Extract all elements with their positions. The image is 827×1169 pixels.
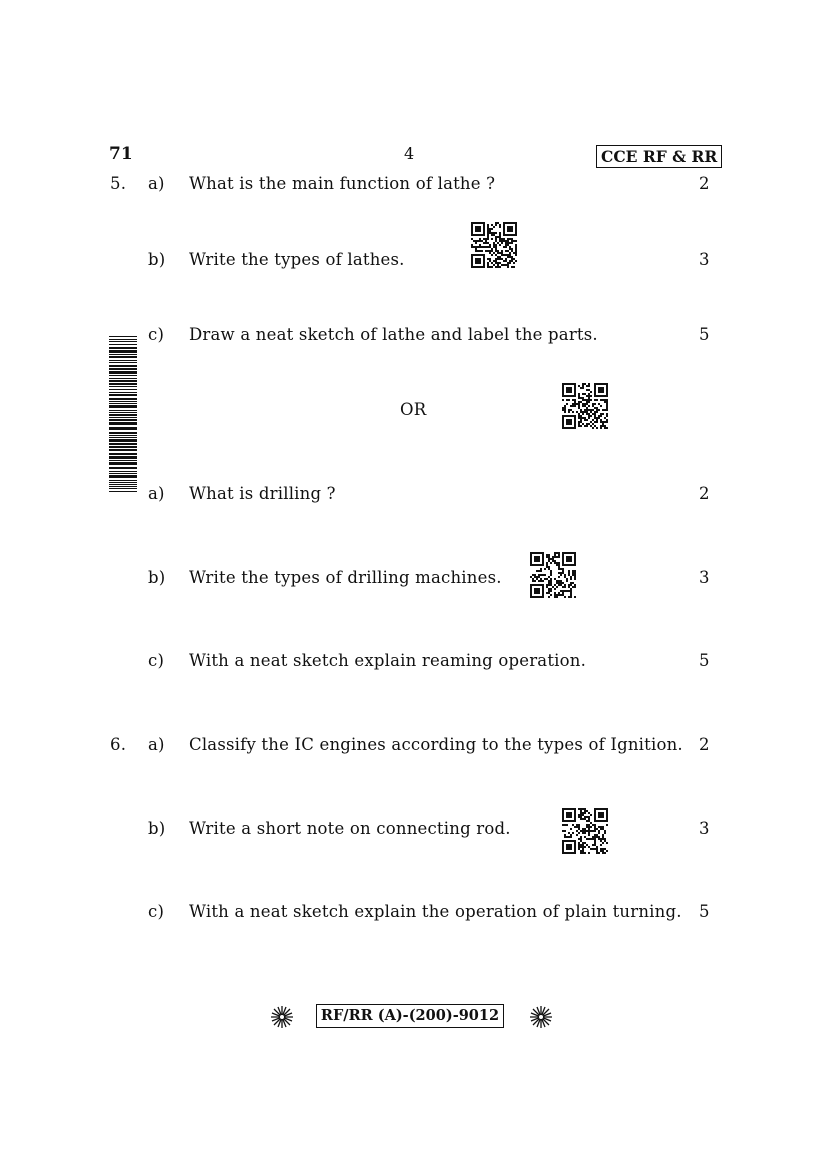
question-text: With a neat sketch explain the operation of plain turning. — [189, 902, 682, 921]
subpart-label: c) — [148, 651, 165, 670]
question-number-6: 6. — [110, 735, 127, 754]
question-text: With a neat sketch explain reaming operation. — [189, 651, 587, 670]
question-text: Write a short note on connecting rod. — [189, 819, 511, 838]
subpart-label: b) — [148, 568, 166, 587]
question-text: Write the types of drilling machines. — [189, 568, 502, 587]
qr-code-icon — [562, 808, 608, 854]
marks: 2 — [699, 484, 710, 503]
question-text: What is the main function of lathe ? — [189, 174, 496, 193]
marks: 3 — [699, 568, 710, 587]
footer-code-box: RF/RR (A)-(200)-9012 — [316, 1004, 504, 1028]
page-number: 4 — [404, 144, 415, 163]
question-text: Draw a neat sketch of lathe and label the parts. — [189, 325, 598, 344]
paper-code: 71 — [109, 144, 133, 164]
subpart-label: c) — [148, 902, 165, 921]
exam-title-box: CCE RF & RR — [596, 145, 722, 168]
marks: 3 — [699, 250, 710, 269]
question-text: Write the types of lathes. — [189, 250, 405, 269]
marks: 2 — [699, 735, 710, 754]
subpart-label: a) — [148, 484, 165, 503]
qr-code-icon — [471, 222, 517, 268]
marks: 5 — [699, 902, 710, 921]
marks: 3 — [699, 819, 710, 838]
question-text: What is drilling ? — [189, 484, 336, 503]
barcode-icon — [109, 336, 137, 492]
marks: 2 — [699, 174, 710, 193]
qr-code-icon — [562, 383, 608, 429]
or-separator: OR — [400, 400, 427, 419]
subpart-label: a) — [148, 735, 165, 754]
subpart-label: c) — [148, 325, 165, 344]
marks: 5 — [699, 651, 710, 670]
marks: 5 — [699, 325, 710, 344]
star-ornament-icon — [270, 1005, 294, 1029]
star-ornament-icon — [529, 1005, 553, 1029]
qr-code-icon — [530, 552, 576, 598]
question-text: Classify the IC engines according to the types of Ignition. — [189, 735, 683, 754]
subpart-label: b) — [148, 819, 166, 838]
question-number-5: 5. — [110, 174, 127, 193]
subpart-label: a) — [148, 174, 165, 193]
subpart-label: b) — [148, 250, 166, 269]
